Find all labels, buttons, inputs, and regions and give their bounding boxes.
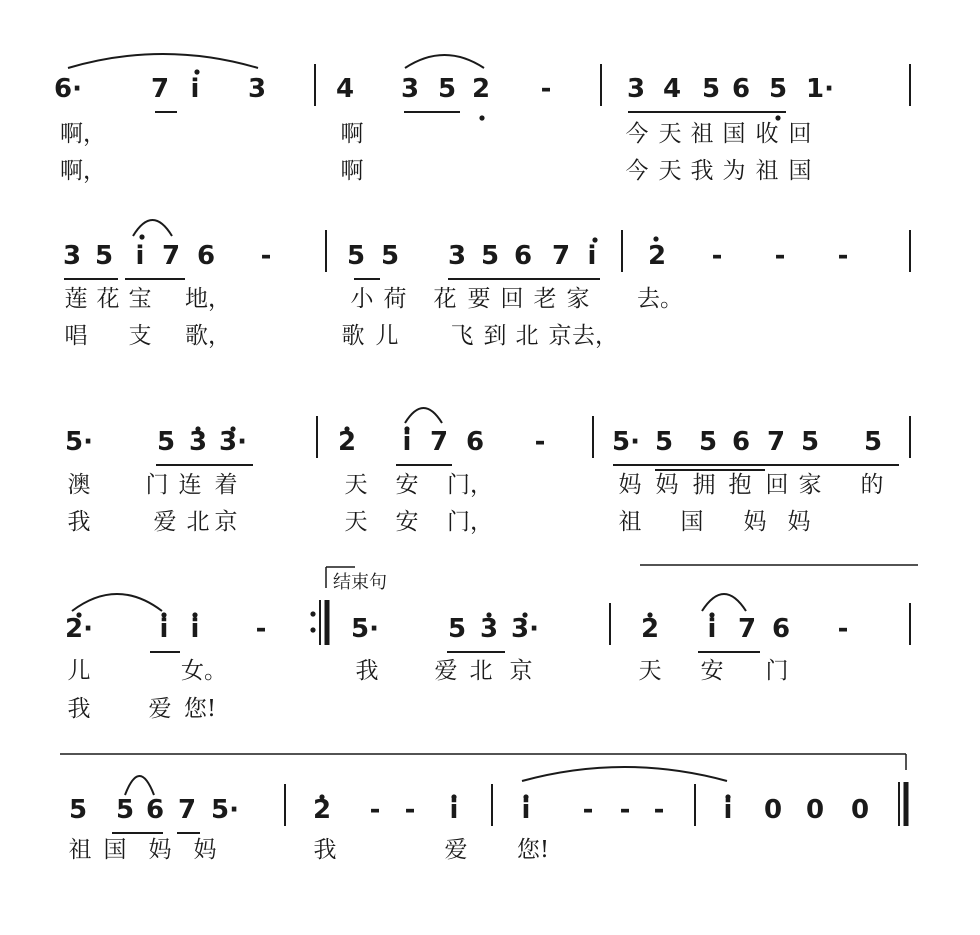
lyric-s4-v1-2: 女。 (181, 658, 227, 684)
note-s4-9: 2 (640, 614, 660, 644)
note-s5-1: 5 (68, 795, 88, 825)
note-s2-14: 2 (647, 241, 667, 271)
note-s3-6: i (402, 427, 412, 457)
note-s2-15: - (711, 241, 723, 271)
note-s5-2: 5 (115, 795, 135, 825)
note-s1-11: 4 (662, 74, 682, 104)
note-s3-13: 6 (731, 427, 751, 457)
lyric-s1-v1-1: 啊， (60, 121, 106, 147)
slur (522, 767, 727, 781)
lyric-s1-v1-2: 啊 (340, 121, 364, 147)
lyric-s2-v1-1: 莲 (64, 286, 88, 312)
note-s1-4: 3 (247, 74, 267, 104)
lyric-s2-v2-4: 歌 (341, 323, 365, 349)
lyric-s3-v2-2: 爱 (153, 509, 177, 535)
lyric-s3-v2-11: 妈 (787, 509, 811, 535)
note-s3-3: 3 (188, 427, 208, 457)
note-s1-7: 5 (437, 74, 457, 104)
note-s4-11: 7 (737, 614, 757, 644)
lyric-s1-v2-1: 啊， (60, 158, 106, 184)
lyric-s4-v1-7: 天 (638, 658, 662, 684)
slur (133, 220, 172, 236)
lyric-s4-v2-1: 我 (67, 696, 91, 722)
octave-dot-below (479, 115, 484, 120)
lyric-s3-v1-14: 的 (860, 472, 884, 498)
lyric-s4-v1-9: 门 (765, 658, 789, 684)
lyric-s4-v1-5: 北 (469, 658, 493, 684)
lyric-s1-v2-6: 为 (722, 158, 746, 184)
note-s3-5: 2 (337, 427, 357, 457)
note-s5-7: - (369, 795, 381, 825)
lyric-s3-v2-9: 国 (680, 509, 704, 535)
note-s3-1: 5· (65, 427, 93, 457)
lyric-s2-v2-1: 唱 (64, 323, 88, 349)
note-s5-4: 7 (177, 795, 197, 825)
lyric-s2-v2-3: 歌， (185, 323, 231, 349)
note-s5-17: 0 (850, 795, 870, 825)
note-s2-11: 6 (513, 241, 533, 271)
lyric-s2-v2-2: 支 (128, 323, 152, 349)
note-s1-9: - (540, 74, 552, 104)
note-s4-1: 2· (65, 614, 93, 644)
ending-label: 结束句 (333, 572, 387, 593)
note-s1-5: 4 (335, 74, 355, 104)
note-s2-6: - (260, 241, 272, 271)
note-s4-3: i (190, 614, 200, 644)
lyric-s2-v1-7: 花 (433, 286, 457, 312)
score-lyrics (60, 121, 884, 863)
note-s3-14: 7 (766, 427, 786, 457)
note-s3-9: - (534, 427, 546, 457)
lyric-s3-v1-8: 妈 (618, 472, 642, 498)
note-s1-15: 1· (806, 74, 834, 104)
octave-dot-below (775, 115, 780, 120)
lyric-s2-v1-10: 老 (533, 286, 557, 312)
lyric-s3-v1-13: 家 (798, 472, 822, 498)
note-s2-1: 3 (62, 241, 82, 271)
lyric-s2-v1-9: 回 (500, 286, 524, 312)
lyric-s3-v1-12: 回 (765, 472, 789, 498)
lyric-s3-v2-3: 北 (186, 509, 210, 535)
slur (702, 594, 746, 611)
note-s4-13: - (837, 614, 849, 644)
note-s3-8: 6 (465, 427, 485, 457)
lyric-s2-v2-5: 儿 (375, 323, 399, 349)
note-s2-10: 5 (480, 241, 500, 271)
note-s4-6: 5 (447, 614, 467, 644)
lyric-s3-v1-6: 安 (395, 472, 419, 498)
note-s2-3: i (135, 241, 145, 271)
slur (405, 408, 442, 423)
lyric-s1-v1-4: 天 (658, 121, 682, 147)
note-s1-10: 3 (626, 74, 646, 104)
lyric-s2-v1-2: 花 (96, 286, 120, 312)
lyric-s3-v1-3: 连 (178, 472, 202, 498)
lyric-s4-v1-6: 京 (509, 658, 533, 684)
lyric-s2-v1-11: 家 (566, 286, 590, 312)
note-s5-8: - (404, 795, 416, 825)
note-s2-5: 6 (196, 241, 216, 271)
lyric-s4-v1-3: 我 (355, 658, 379, 684)
slur (68, 54, 258, 68)
lyric-s1-v1-8: 回 (788, 121, 812, 147)
lyric-s2-v1-4: 地， (185, 286, 231, 312)
note-s3-2: 5 (156, 427, 176, 457)
lyric-s1-v1-6: 国 (722, 121, 746, 147)
lyric-s5-v1-4: 妈 (193, 837, 217, 863)
lyric-s3-v1-10: 拥 (692, 472, 716, 498)
note-s2-16: - (774, 241, 786, 271)
lyric-s4-v2-2: 爱 (148, 696, 172, 722)
note-s5-14: i (723, 795, 733, 825)
note-s2-8: 5 (380, 241, 400, 271)
lyric-s5-v1-6: 爱 (444, 837, 468, 863)
note-s2-4: 7 (161, 241, 181, 271)
lyric-s1-v1-3: 今 (625, 121, 649, 147)
lyric-s1-v1-7: 收 (755, 121, 779, 147)
note-s3-7: 7 (429, 427, 449, 457)
note-s5-16: 0 (805, 795, 825, 825)
note-s1-2: 7 (150, 74, 170, 104)
lyric-s3-v2-6: 安 (395, 509, 419, 535)
note-s4-8: 3· (511, 614, 539, 644)
note-s2-12: 7 (551, 241, 571, 271)
note-s4-5: 5· (351, 614, 379, 644)
lyric-s2-v2-7: 到 (483, 323, 507, 349)
repeat-dot (310, 611, 315, 616)
slur (405, 55, 484, 68)
lyric-s3-v1-11: 抱 (728, 472, 752, 498)
note-s3-4: 3· (219, 427, 247, 457)
lyric-s5-v1-7: 您! (516, 837, 550, 863)
note-s2-13: i (587, 241, 597, 271)
lyric-s3-v2-7: 门， (447, 509, 493, 535)
slur (125, 776, 154, 795)
lyric-s5-v1-5: 我 (313, 837, 337, 863)
lyric-s1-v2-8: 国 (788, 158, 812, 184)
note-s5-13: - (653, 795, 665, 825)
lyric-s1-v2-5: 我 (690, 158, 714, 184)
lyric-s3-v1-7: 门， (447, 472, 493, 498)
lyric-s3-v2-10: 妈 (743, 509, 767, 535)
lyric-s2-v2-6: 飞 (450, 323, 474, 349)
repeat-dot (310, 627, 315, 632)
lyric-s1-v1-5: 祖 (690, 121, 714, 147)
lyric-s4-v1-8: 安 (700, 658, 724, 684)
note-s5-10: i (521, 795, 531, 825)
score-notes (54, 74, 882, 825)
note-s1-14: 5 (768, 74, 788, 104)
note-s5-3: 6 (145, 795, 165, 825)
lyric-s1-v2-3: 今 (625, 158, 649, 184)
lyric-s2-v1-6: 荷 (383, 286, 407, 312)
lyric-s2-v2-10: 去， (572, 323, 618, 349)
lyric-s3-v1-4: 着 (214, 472, 238, 498)
note-s2-7: 5 (346, 241, 366, 271)
note-s1-13: 6 (731, 74, 751, 104)
note-s1-8: 2 (471, 74, 491, 104)
lyric-s3-v1-1: 澳 (67, 472, 91, 498)
lyric-s4-v1-1: 儿 (67, 658, 91, 684)
lyric-s3-v2-4: 京 (214, 509, 238, 535)
lyric-s3-v2-1: 我 (67, 509, 91, 535)
lyric-s5-v1-1: 祖 (68, 837, 92, 863)
note-s4-2: i (159, 614, 169, 644)
lyric-s2-v1-3: 宝 (128, 286, 152, 312)
lyric-s2-v1-5: 小 (350, 286, 374, 312)
lyric-s3-v2-5: 天 (344, 509, 368, 535)
lyric-s3-v1-9: 妈 (655, 472, 679, 498)
lyric-s5-v1-3: 妈 (148, 837, 172, 863)
note-s3-10: 5· (612, 427, 640, 457)
note-s5-15: 0 (763, 795, 783, 825)
note-s3-16: 5 (863, 427, 883, 457)
lyric-s2-v1-12: 去。 (637, 286, 683, 312)
note-s4-7: 3 (479, 614, 499, 644)
slur (72, 594, 162, 611)
lyric-s2-v2-8: 北 (515, 323, 539, 349)
note-s3-15: 5 (800, 427, 820, 457)
note-s5-11: - (582, 795, 594, 825)
note-s5-12: - (619, 795, 631, 825)
note-s4-4: - (255, 614, 267, 644)
lyric-s1-v2-2: 啊 (340, 158, 364, 184)
lyric-s3-v2-8: 祖 (618, 509, 642, 535)
lyric-s5-v1-2: 国 (103, 837, 127, 863)
lyric-s2-v2-9: 京 (548, 323, 572, 349)
note-s3-11: 5 (654, 427, 674, 457)
lyric-s3-v1-5: 天 (344, 472, 368, 498)
lyric-s1-v2-4: 天 (658, 158, 682, 184)
note-s4-10: i (707, 614, 717, 644)
note-s3-12: 5 (698, 427, 718, 457)
note-s1-1: 6· (54, 74, 82, 104)
note-s5-5: 5· (211, 795, 239, 825)
lyric-s2-v1-8: 要 (467, 286, 491, 312)
note-s2-17: - (837, 241, 849, 271)
note-s5-6: 2 (312, 795, 332, 825)
note-s2-9: 3 (447, 241, 467, 271)
note-s5-9: i (449, 795, 459, 825)
lyric-s4-v1-4: 爱 (434, 658, 458, 684)
note-s2-2: 5 (94, 241, 114, 271)
octave-dot-above (139, 234, 144, 239)
note-s4-12: 6 (771, 614, 791, 644)
note-s1-12: 5 (701, 74, 721, 104)
lyric-s1-v2-7: 祖 (755, 158, 779, 184)
note-s1-3: i (190, 74, 200, 104)
lyric-s3-v1-2: 门 (145, 472, 169, 498)
note-s1-6: 3 (400, 74, 420, 104)
lyric-s4-v2-3: 您! (183, 696, 217, 722)
